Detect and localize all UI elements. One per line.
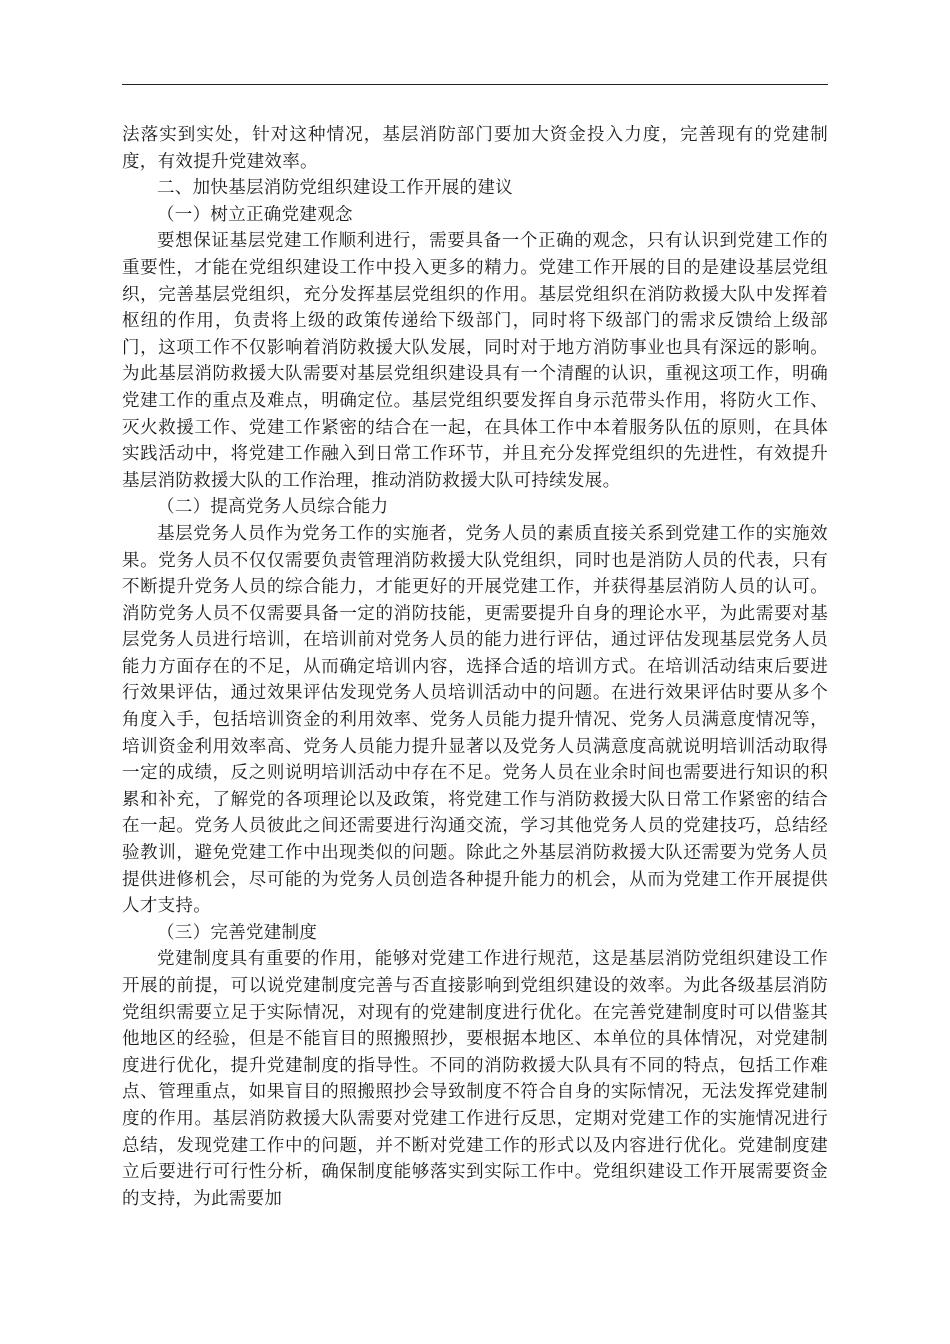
subsection-heading-1: （一）树立正确党建观念 xyxy=(157,204,353,225)
section-heading: 二、加快基层消防党组织建设工作开展的建议 xyxy=(157,178,513,199)
paragraph-1: 要想保证基层党建工作顺利进行，需要具备一个正确的观念，只有认识到党建工作的重要性，才能在党组织建设工作中投入更多的精力。党建工作开展的目的是建设基层党组织，完善基层党组织，充分发挥基层党组织的作用。基层党组织在消防救援大队中发挥着枢纽的作用，负责将上级的政策传递给下级部门，同时将下级部门的需求反馈给上级部门，这项工作不仅影响着消防救援大队发展，同时对于地方消防事业也具有深远的影响。为此基层消防救援大队需要对基层党组织建设具有一个清醒的认识，重视这项工作，明确党建工作的重点及难点，明确定位。基层党组织要发挥自身示范带头作用，将防火工作、灭火救援工作、党建工作紧密的结合在一起，在具体工作中本着服务队伍的原则，在具体实践活动中，将党建工作融入到日常工作环节，并且充分发挥党组织的先进性，有效提升基层消防救援大队的工作治理，推动消防救援大队可持续发展。 xyxy=(122,231,828,491)
paragraph-continuation: 法落实到实处，针对这种情况，基层消防部门要加大资金投入力度，完善现有的党建制度，有效提升党建效率。 xyxy=(122,125,828,172)
subsection-heading-2: （二）提高党务人员综合能力 xyxy=(157,497,389,518)
paragraph-2: 基层党务人员作为党务工作的实施者，党务人员的素质直接关系到党建工作的实施效果。党务人员不仅仅需要负责管理消防救援大队党组织，同时也是消防人员的代表，只有不断提升党务人员的综合能力，才能更好的开展党建工作，并获得基层消防人员的认可。消防党务人员不仅需要具备一定的消防技能，更需要提升自身的理论水平，为此需要对基层党务人员进行培训，在培训前对党务人员的能力进行评估，通过评估发现基层党务人员能力方面存在的不足，从而确定培训内容，选择合适的培训方式。在培训活动结束后要进行效果评估，通过效果评估发现党务人员培训活动中的问题。在进行效果评估时要从多个角度入手，包括培训资金的利用效率、党务人员能力提升情况、党务人员满意度情况等，培训资金利用效率高、党务人员能力提升显著以及党务人员满意度高就说明培训活动取得一定的成绩，反之则说明培训活动中存在不足。党务人员在业余时间也需要进行知识的积累和补充，了解党的各项理论以及政策，将党建工作与消防救援大队日常工作紧密的结合在一起。党务人员彼此之间还需要进行沟通交流，学习其他党务人员的党建技巧，总结经验教训，避免党建工作中出现类似的问题。除此之外基层消防救援大队还需要为党务人员提供进修机会，尽可能的为党务人员创造各种提升能力的机会，从而为党建工作开展提供人才支持。 xyxy=(122,523,828,917)
header-rule xyxy=(122,84,828,85)
subsection-heading-3: （三）完善党建制度 xyxy=(157,922,318,943)
document-body xyxy=(122,122,828,1212)
paragraph-3: 党建制度具有重要的作用，能够对党建工作进行规范，这是基层消防党组织建设工作开展的前提，可以说党建制度完善与否直接影响到党组织建设的效率。为此各级基层消防党组织需要立足于实际情况，对现有的党建制度进行优化。在完善党建制度时可以借鉴其他地区的经验，但是不能盲目的照搬照抄，要根据本地区、本单位的具体情况，对党建制度进行优化，提升党建制度的指导性。不同的消防救援大队具有不同的特点，包括工作难点、管理重点，如果盲目的照搬照抄会导致制度不符合自身的实际情况，无法发挥党建制度的作用。基层消防救援大队需要对党建工作进行反思，定期对党建工作的实施情况进行总结，发现党建工作中的问题，并不断对党建工作的形式以及内容进行优化。党建制度建立后要进行可行性分析，确保制度能够落实到实际工作中。党组织建设工作开展需要资金的支持，为此需要加 xyxy=(122,949,828,1209)
